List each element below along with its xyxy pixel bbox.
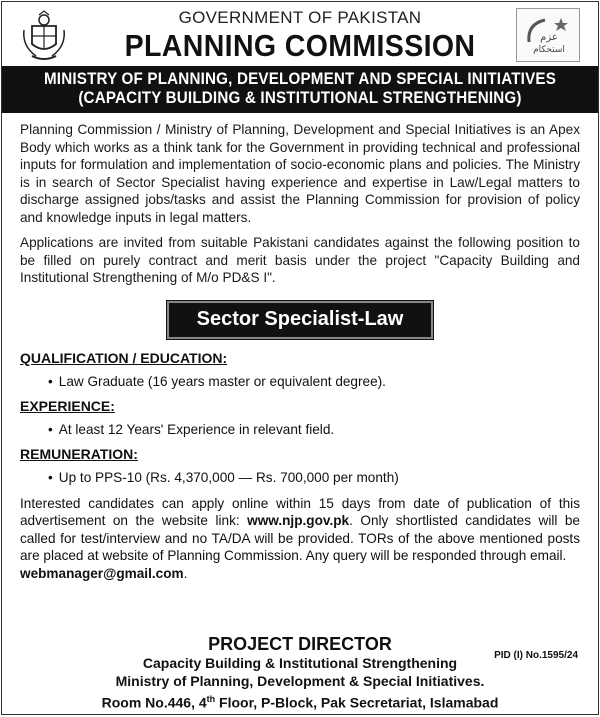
intro-paragraph-2: Applications are invited from suitable Pakistani candidates against the following position to be filled on purely contract and merit basis under the project "Capacity Building and Institutional Strengthening of M/o PD&S I".: [20, 235, 580, 285]
bullet-icon: •: [48, 469, 53, 485]
ministry-band: [2, 66, 598, 113]
svg-text:عزم: عزم: [540, 32, 558, 43]
website-link[interactable]: www.njp.gov.pk: [247, 513, 350, 528]
bullet-icon: •: [48, 421, 53, 437]
bullet-icon: •: [48, 373, 53, 389]
address-suffix: Floor, P-Block, Pak Secretariat, Islamabad: [215, 694, 499, 711]
advertisement-page: [1, 1, 599, 715]
intro-paragraph-1: Planning Commission / Ministry of Planning, Development and Special Initiatives is an Apex Body which works as a think tank for the Government in providing technical and professional inputs for formulation and implementation of socio-economic plans and policies. The Ministry is in search of Sector Specialist having experience and expertise in Law/Legal matters to discharge assigned jobs/tasks and assist the Planning Commission for provision of policy and knowledge inputs in legal matters.: [20, 122, 580, 225]
pid-number: PID (I) No.1595/24: [494, 650, 578, 661]
footer-line-2: Ministry of Planning, Development & Special Initiatives.: [115, 673, 485, 689]
remuneration-item: [2, 469, 598, 487]
remuneration-heading: REMUNERATION:: [20, 445, 138, 462]
page-title: PLANNING COMMISSION: [124, 28, 476, 63]
closing-text-2: . Only shortlisted candidates will be called for test/interview and no TA/DA will be provided. TORs of the above mentioned posts are placed at website of Planning Commission. Any query will be responded through email.: [20, 513, 580, 563]
qualification-heading: QUALIFICATION / EDUCATION:: [20, 349, 228, 366]
ministry-line: MINISTRY OF PLANNING, DEVELOPMENT AND SPECIAL INITIATIVES: [43, 70, 557, 88]
experience-text: At least 12 Years' Experience in relevant field.: [58, 421, 335, 437]
project-line: (CAPACITY BUILDING & INSTITUTIONAL STRENGTHENING): [78, 89, 522, 107]
closing-paragraph: [2, 495, 598, 583]
qualification-text: Law Graduate (16 years master or equivalent degree).: [58, 373, 386, 389]
email-suffix: .: [183, 565, 188, 581]
qualification-item: [2, 373, 598, 391]
svg-text:استحکام: استحکام: [533, 45, 565, 55]
contact-email[interactable]: webmanager@gmail.com: [20, 565, 184, 581]
experience-item: [2, 421, 598, 439]
address-sup: th: [206, 694, 216, 704]
footer-address: [2, 690, 598, 712]
logo-mark: [519, 12, 577, 58]
header: [2, 2, 598, 66]
project-director: PROJECT DIRECTOR: [208, 634, 392, 654]
remuneration-text: Up to PPS-10 (Rs. 4,370,000 — Rs. 700,000 per month): [58, 469, 399, 485]
position-banner: [2, 301, 598, 339]
government-line: GOVERNMENT OF PAKISTAN: [178, 8, 422, 27]
experience-heading: EXPERIENCE:: [20, 397, 115, 414]
azm-e-istehkam-logo-icon: [516, 8, 580, 62]
address-prefix: Room No.446, 4: [101, 694, 207, 711]
position-title: Sector Specialist-Law: [167, 301, 434, 339]
closing-text-1: Interested candidates can apply online within 15 days from date of publication of this advertisement on the website link:: [20, 495, 580, 528]
footer: [2, 634, 598, 712]
footer-line-1: Capacity Building & Institutional Strengthening: [142, 655, 458, 671]
